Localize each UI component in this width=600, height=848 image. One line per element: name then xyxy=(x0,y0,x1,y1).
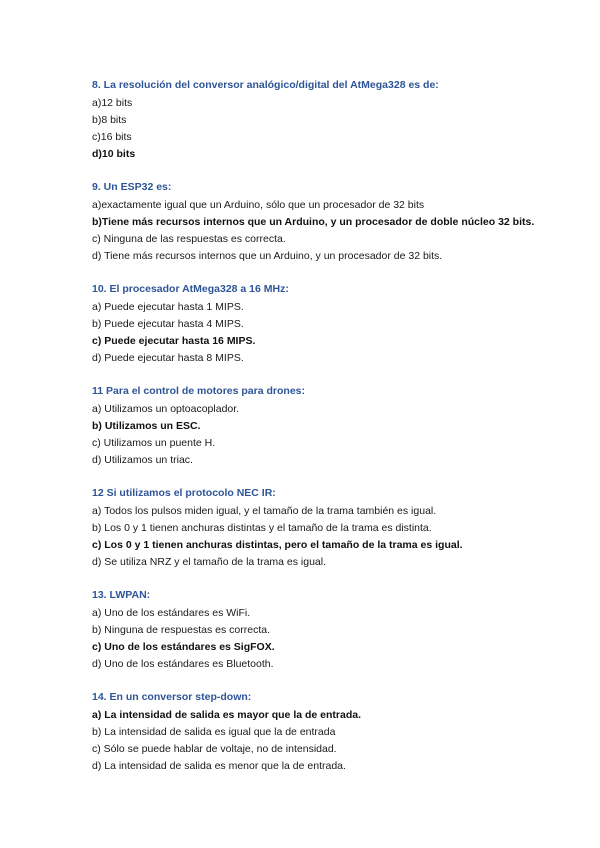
option-c: c)16 bits xyxy=(92,131,132,143)
option-d: d) Uno de los estándares es Bluetooth. xyxy=(92,658,274,670)
option-a: a)exactamente igual que un Arduino, sólo que un procesador de 32 bits xyxy=(92,199,425,211)
question-13 xyxy=(92,588,562,674)
option-b: b) Ninguna de respuestas es correcta. xyxy=(92,624,271,636)
option-c-correct: c) Uno de los estándares es SigFOX. xyxy=(92,641,275,653)
option-d: d) Utilizamos un triac. xyxy=(92,454,193,466)
question-14 xyxy=(92,690,562,776)
option-c: c) Ninguna de las respuestas es correcta. xyxy=(92,233,286,245)
option-c-correct: c) Puede ejecutar hasta 16 MIPS. xyxy=(92,335,256,347)
option-d: d) La intensidad de salida es menor que la de entrada. xyxy=(92,760,346,772)
question-title: 12 Si utilizamos el protocolo NEC IR: xyxy=(92,487,276,499)
question-12 xyxy=(92,486,562,572)
option-b-correct: b) Utilizamos un ESC. xyxy=(92,420,201,432)
option-b-correct: b)Tiene más recursos internos que un Arduino, y un procesador de doble núcleo 32 bits. xyxy=(92,216,535,228)
question-title: 10. El procesador AtMega328 a 16 MHz: xyxy=(92,283,289,295)
quiz-content xyxy=(92,78,562,792)
option-a: a)12 bits xyxy=(92,97,133,109)
question-title: 13. LWPAN: xyxy=(92,589,151,601)
option-d: d) Se utiliza NRZ y el tamaño de la trama es igual. xyxy=(92,556,327,568)
option-d: d) Tiene más recursos internos que un Arduino, y un procesador de 32 bits. xyxy=(92,250,443,262)
option-a: a) Puede ejecutar hasta 1 MIPS. xyxy=(92,301,244,313)
question-10 xyxy=(92,282,562,368)
option-d: d) Puede ejecutar hasta 8 MIPS. xyxy=(92,352,244,364)
option-b: b) Los 0 y 1 tienen anchuras distintas y el tamaño de la trama es distinta. xyxy=(92,522,432,534)
question-title: 9. Un ESP32 es: xyxy=(92,181,172,193)
option-a: a) Utilizamos un optoacoplador. xyxy=(92,403,240,415)
option-a-correct: a) La intensidad de salida es mayor que la de entrada. xyxy=(92,709,362,721)
question-11 xyxy=(92,384,562,470)
option-c: c) Utilizamos un puente H. xyxy=(92,437,216,449)
question-title: 8. La resolución del conversor analógico/digital del AtMega328 es de: xyxy=(92,79,439,91)
question-9 xyxy=(92,180,562,266)
option-a: a) Uno de los estándares es WiFi. xyxy=(92,607,251,619)
question-8 xyxy=(92,78,562,164)
option-b: b)8 bits xyxy=(92,114,127,126)
question-title: 14. En un conversor step-down: xyxy=(92,691,252,703)
option-d-correct: d)10 bits xyxy=(92,148,136,160)
option-c-correct: c) Los 0 y 1 tienen anchuras distintas, pero el tamaño de la trama es igual. xyxy=(92,539,463,551)
option-b: b) La intensidad de salida es igual que la de entrada xyxy=(92,726,336,738)
option-b: b) Puede ejecutar hasta 4 MIPS. xyxy=(92,318,244,330)
option-a: a) Todos los pulsos miden igual, y el tamaño de la trama también es igual. xyxy=(92,505,437,517)
question-title: 11 Para el control de motores para drones: xyxy=(92,385,305,397)
option-c: c) Sólo se puede hablar de voltaje, no de intensidad. xyxy=(92,743,337,755)
